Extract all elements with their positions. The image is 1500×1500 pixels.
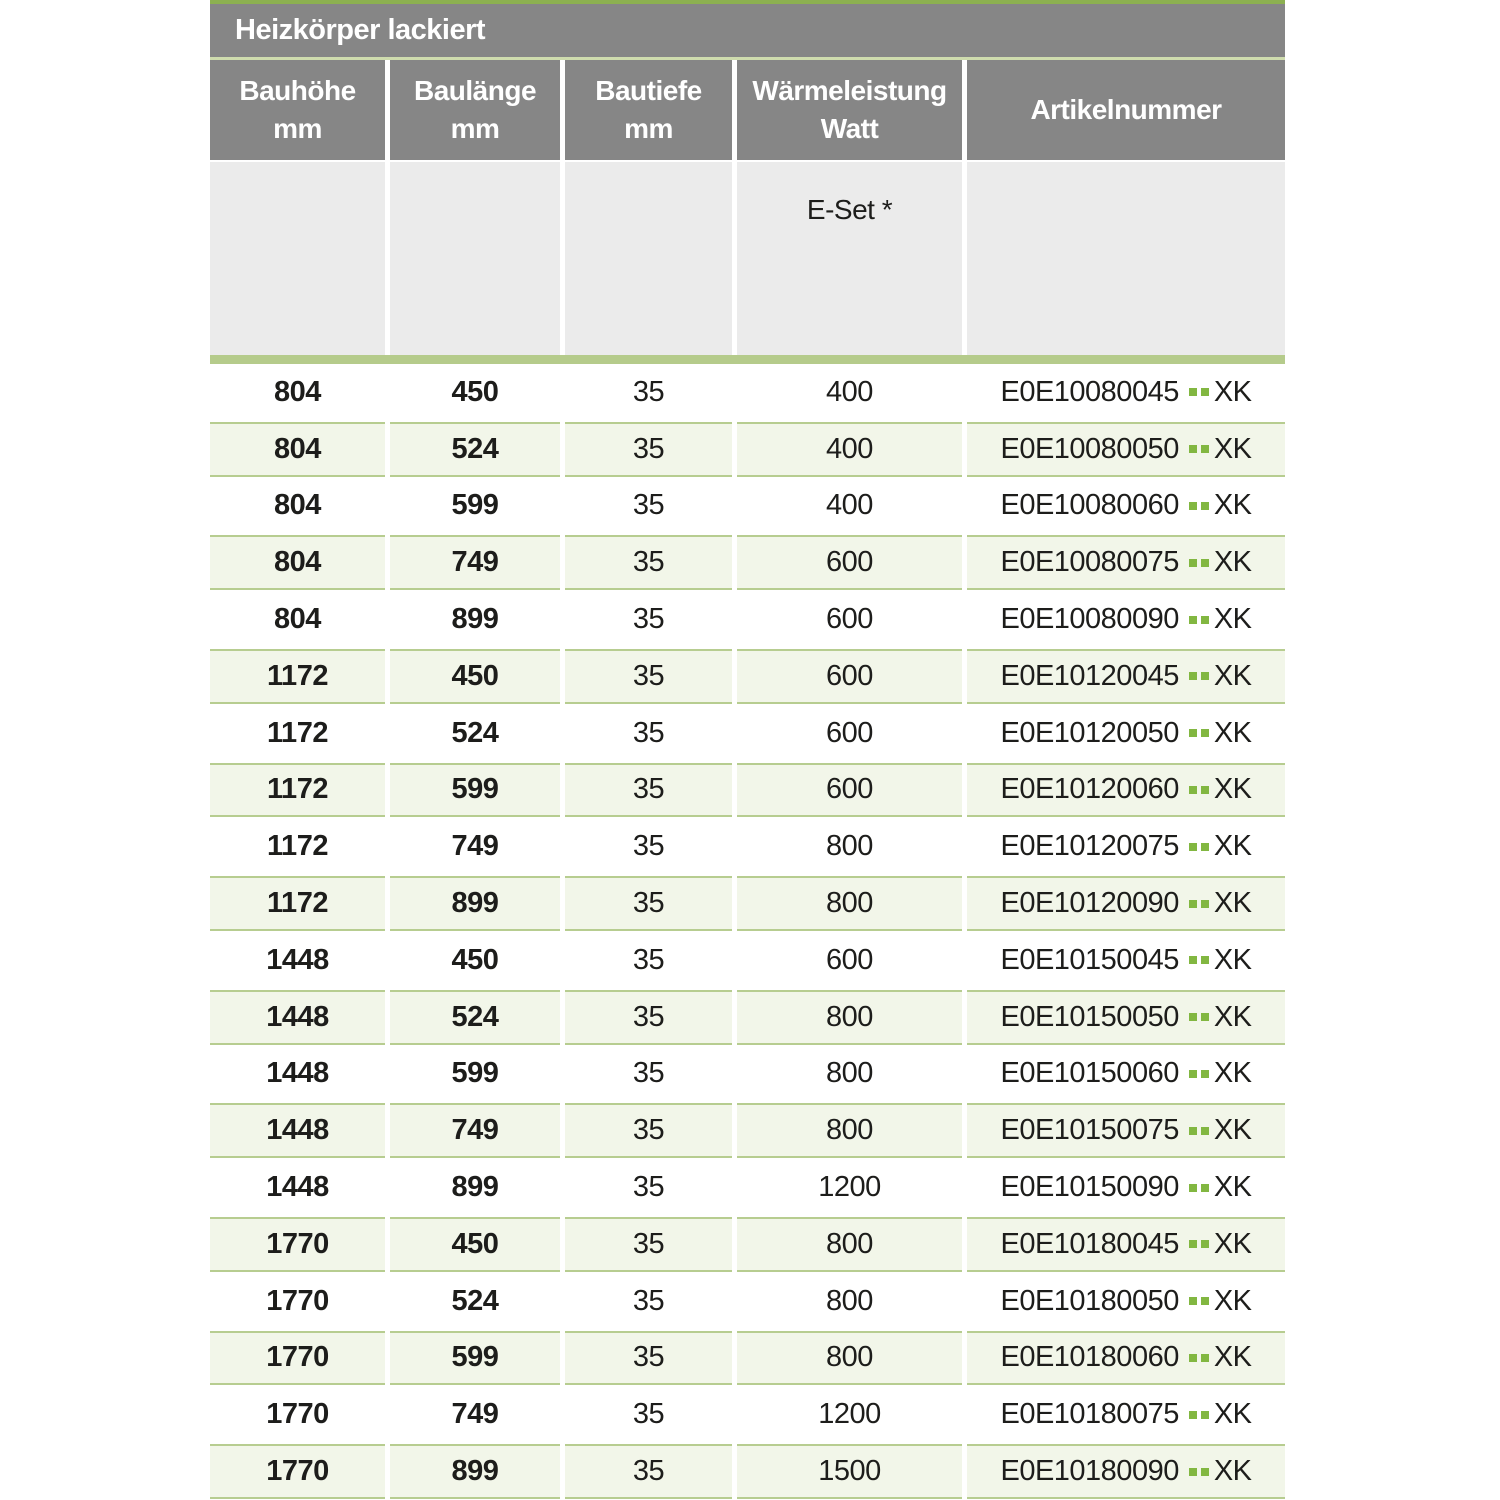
- cell-bauhoehe: 1448: [266, 1057, 329, 1090]
- artikel-suffix: XK: [1213, 375, 1252, 408]
- cell-waermeleistung: 400: [826, 489, 873, 522]
- column-header-bauhoehe: [210, 60, 385, 160]
- subheader-cell-baulaenge: [390, 162, 560, 355]
- cell-baulaenge: 524: [451, 716, 499, 749]
- cell-waermeleistung: 800: [737, 876, 962, 931]
- artikel-suffix: XK: [1213, 546, 1252, 579]
- placeholder-dot-icon: [1201, 843, 1209, 851]
- placeholder-dot-icon: [1189, 559, 1197, 567]
- artikel-prefix: E0E10120045: [1000, 659, 1179, 692]
- table-row: [210, 364, 1285, 421]
- cell-baulaenge: 599: [390, 763, 560, 818]
- artikel-suffix: XK: [1213, 432, 1252, 465]
- cell-baulaenge: 450: [451, 943, 499, 976]
- cell-baulaenge: 450: [451, 375, 499, 408]
- cell-artikelnummer: [967, 1331, 1285, 1386]
- cell-baulaenge: 599: [390, 1331, 560, 1386]
- cell-artikelnummer: [967, 932, 1285, 989]
- table-row: [210, 989, 1285, 1046]
- cell-artikelnummer: [967, 535, 1285, 590]
- cell-artikelnummer: [967, 705, 1285, 762]
- cell-bautiefe: 35: [565, 763, 732, 818]
- cell-bautiefe: 35: [632, 1284, 665, 1317]
- column-header-label: Wärmeleistung: [752, 75, 947, 107]
- artikel-suffix: XK: [1213, 1284, 1252, 1317]
- cell-bauhoehe: 1172: [210, 876, 385, 931]
- artikel-suffix: XK: [1213, 716, 1252, 749]
- column-header-unit: mm: [273, 113, 322, 144]
- placeholder-dot-icon: [1201, 729, 1209, 737]
- artikel-prefix: E0E10120075: [1000, 830, 1179, 863]
- placeholder-dot-icon: [1189, 1240, 1197, 1248]
- cell-baulaenge: 749: [451, 830, 499, 863]
- cell-bautiefe: 35: [565, 1331, 732, 1386]
- table-row: [210, 1102, 1285, 1159]
- column-header-label: Baulänge: [413, 75, 537, 107]
- placeholder-dot-icon: [1189, 900, 1197, 908]
- table-row: [210, 1330, 1285, 1387]
- artikel-suffix: XK: [1213, 1398, 1252, 1431]
- cell-baulaenge: 524: [451, 1284, 499, 1317]
- table-row: [210, 648, 1285, 705]
- cell-baulaenge: 749: [390, 535, 560, 590]
- cell-waermeleistung: 600: [826, 943, 873, 976]
- column-header-waermeleistung: [737, 60, 962, 160]
- cell-bauhoehe: 1770: [210, 1217, 385, 1272]
- table-row: [210, 534, 1285, 591]
- artikel-prefix: E0E10180050: [1000, 1284, 1179, 1317]
- cell-bautiefe: 35: [632, 943, 665, 976]
- cell-bauhoehe: 1448: [210, 1103, 385, 1158]
- placeholder-dot-icon: [1201, 616, 1209, 624]
- artikel-prefix: E0E10150090: [1000, 1171, 1179, 1204]
- placeholder-dot-icon: [1201, 1240, 1209, 1248]
- placeholder-dot-icon: [1189, 445, 1197, 453]
- cell-artikelnummer: [967, 1159, 1285, 1216]
- column-header-label: Bautiefe: [595, 75, 702, 107]
- placeholder-dot-icon: [1189, 1468, 1197, 1476]
- cell-baulaenge: 524: [390, 990, 560, 1045]
- placeholder-dot-icon: [1201, 1184, 1209, 1192]
- placeholder-dot-icon: [1189, 1354, 1197, 1362]
- placeholder-dot-icon: [1189, 1297, 1197, 1305]
- subheader-row: [210, 162, 1285, 355]
- cell-artikelnummer: [967, 1386, 1285, 1443]
- table-row: [210, 932, 1285, 989]
- cell-bautiefe: 35: [565, 649, 732, 704]
- cell-artikelnummer: [967, 649, 1285, 704]
- artikel-prefix: E0E10180060: [1000, 1341, 1179, 1374]
- cell-waermeleistung: 800: [826, 1284, 873, 1317]
- cell-bauhoehe: 804: [210, 535, 385, 590]
- artikel-prefix: E0E10150045: [1000, 943, 1179, 976]
- cell-baulaenge: 450: [390, 1217, 560, 1272]
- placeholder-dot-icon: [1201, 559, 1209, 567]
- cell-bauhoehe: 804: [274, 375, 321, 408]
- cell-bauhoehe: 804: [274, 489, 321, 522]
- table-row: [210, 421, 1285, 478]
- cell-waermeleistung: 1500: [737, 1444, 962, 1499]
- placeholder-dot-icon: [1189, 388, 1197, 396]
- cell-baulaenge: 749: [390, 1103, 560, 1158]
- artikel-prefix: E0E10080050: [1000, 432, 1179, 465]
- cell-bauhoehe: 1770: [266, 1284, 329, 1317]
- placeholder-dot-icon: [1201, 900, 1209, 908]
- cell-waermeleistung: 600: [737, 649, 962, 704]
- cell-artikelnummer: [967, 478, 1285, 535]
- table-row: [210, 478, 1285, 535]
- table-title: Heizkörper lackiert: [235, 14, 486, 46]
- eset-label: E-Set *: [806, 194, 893, 225]
- cell-artikelnummer: [967, 1103, 1285, 1158]
- artikel-suffix: XK: [1213, 1000, 1252, 1033]
- cell-bauhoehe: 804: [210, 422, 385, 477]
- placeholder-dot-icon: [1201, 445, 1209, 453]
- cell-bautiefe: 35: [632, 375, 665, 408]
- cell-baulaenge: 599: [451, 489, 499, 522]
- artikel-prefix: E0E10080075: [1000, 546, 1179, 579]
- table-row: [210, 591, 1285, 648]
- column-header-unit: mm: [450, 113, 500, 144]
- cell-bauhoehe: 1770: [210, 1331, 385, 1386]
- cell-bautiefe: 35: [565, 990, 732, 1045]
- artikel-prefix: E0E10180075: [1000, 1398, 1179, 1431]
- subheader-cell-artikelnummer: [967, 162, 1285, 355]
- artikel-suffix: XK: [1213, 1227, 1252, 1260]
- cell-baulaenge: 749: [451, 1398, 499, 1431]
- subheader-cell-eset: [737, 162, 962, 355]
- artikel-prefix: E0E10120060: [1000, 773, 1179, 806]
- column-header-label: Bauhöhe: [239, 75, 356, 107]
- placeholder-dot-icon: [1189, 616, 1197, 624]
- placeholder-dot-icon: [1189, 786, 1197, 794]
- cell-waermeleistung: 800: [826, 830, 873, 863]
- cell-bautiefe: 35: [632, 830, 665, 863]
- cell-bauhoehe: 1172: [267, 830, 328, 863]
- artikel-suffix: XK: [1213, 887, 1252, 920]
- artikel-prefix: E0E10180090: [1000, 1455, 1179, 1488]
- cell-waermeleistung: 600: [737, 535, 962, 590]
- cell-bauhoehe: 804: [274, 603, 321, 636]
- artikel-prefix: E0E10080090: [1000, 603, 1179, 636]
- placeholder-dot-icon: [1189, 1013, 1197, 1021]
- table-row: [210, 818, 1285, 875]
- placeholder-dot-icon: [1189, 956, 1197, 964]
- placeholder-dot-icon: [1201, 786, 1209, 794]
- subheader-cell-bautiefe: [565, 162, 732, 355]
- table-rows: [210, 364, 1285, 1500]
- cell-artikelnummer: [967, 364, 1285, 421]
- cell-artikelnummer: [967, 763, 1285, 818]
- cell-baulaenge: 599: [451, 1057, 499, 1090]
- artikel-prefix: E0E10180045: [1000, 1227, 1179, 1260]
- cell-artikelnummer: [967, 1217, 1285, 1272]
- artikel-suffix: XK: [1213, 1114, 1252, 1147]
- artikel-suffix: XK: [1213, 943, 1252, 976]
- cell-artikelnummer: [967, 1046, 1285, 1103]
- column-header-artikelnummer: [967, 60, 1285, 160]
- artikel-prefix: E0E10080045: [1000, 375, 1179, 408]
- artikel-suffix: XK: [1213, 1057, 1252, 1090]
- cell-bauhoehe: 1172: [210, 763, 385, 818]
- artikel-prefix: E0E10120050: [1000, 716, 1179, 749]
- cell-artikelnummer: [967, 876, 1285, 931]
- cell-waermeleistung: 600: [737, 763, 962, 818]
- placeholder-dot-icon: [1201, 1070, 1209, 1078]
- cell-waermeleistung: 800: [826, 1057, 873, 1090]
- cell-waermeleistung: 800: [737, 1331, 962, 1386]
- cell-bautiefe: 35: [565, 1217, 732, 1272]
- column-header-baulaenge: [390, 60, 560, 160]
- cell-bauhoehe: 1448: [210, 990, 385, 1045]
- placeholder-dot-icon: [1201, 1297, 1209, 1305]
- placeholder-dot-icon: [1189, 502, 1197, 510]
- table-row: [210, 1443, 1285, 1500]
- cell-baulaenge: 524: [390, 422, 560, 477]
- artikel-suffix: XK: [1213, 1171, 1252, 1204]
- cell-bautiefe: 35: [565, 1444, 732, 1499]
- placeholder-dot-icon: [1201, 1411, 1209, 1419]
- cell-bautiefe: 35: [632, 603, 665, 636]
- table-row: [210, 1046, 1285, 1103]
- placeholder-dot-icon: [1201, 956, 1209, 964]
- cell-bautiefe: 35: [565, 535, 732, 590]
- placeholder-dot-icon: [1201, 1354, 1209, 1362]
- artikel-prefix: E0E10150075: [1000, 1114, 1179, 1147]
- subheader-cell-bauhoehe: [210, 162, 385, 355]
- cell-artikelnummer: [967, 422, 1285, 477]
- artikel-suffix: XK: [1213, 603, 1252, 636]
- column-header-unit: Watt: [820, 113, 879, 144]
- cell-baulaenge: 450: [390, 649, 560, 704]
- table-row: [210, 875, 1285, 932]
- cell-waermeleistung: 800: [737, 1217, 962, 1272]
- cell-waermeleistung: 800: [737, 1103, 962, 1158]
- cell-bauhoehe: 1770: [210, 1444, 385, 1499]
- cell-artikelnummer: [967, 990, 1285, 1045]
- artikel-suffix: XK: [1213, 489, 1252, 522]
- placeholder-dot-icon: [1201, 672, 1209, 680]
- cell-baulaenge: 899: [390, 876, 560, 931]
- cell-waermeleistung: 1200: [818, 1398, 881, 1431]
- placeholder-dot-icon: [1189, 729, 1197, 737]
- placeholder-dot-icon: [1201, 388, 1209, 396]
- artikel-suffix: XK: [1213, 1455, 1252, 1488]
- table-row: [210, 1386, 1285, 1443]
- table-title-bar: [210, 4, 1285, 57]
- artikel-prefix: E0E10120090: [1000, 887, 1179, 920]
- placeholder-dot-icon: [1201, 1468, 1209, 1476]
- cell-bauhoehe: 1172: [210, 649, 385, 704]
- cell-baulaenge: 899: [451, 1171, 499, 1204]
- cell-bautiefe: 35: [632, 489, 665, 522]
- cell-bautiefe: 35: [632, 1398, 665, 1431]
- table-row: [210, 1216, 1285, 1273]
- product-table: [210, 0, 1285, 1500]
- placeholder-dot-icon: [1189, 1127, 1197, 1135]
- artikel-suffix: XK: [1213, 1341, 1252, 1374]
- artikel-prefix: E0E10150050: [1000, 1000, 1179, 1033]
- cell-bautiefe: 35: [632, 716, 665, 749]
- table-row: [210, 705, 1285, 762]
- column-header-label: Artikelnummer: [1030, 94, 1222, 126]
- cell-bautiefe: 35: [565, 422, 732, 477]
- cell-bauhoehe: 1770: [266, 1398, 329, 1431]
- header-separator-bar: [210, 355, 1285, 364]
- cell-baulaenge: 899: [390, 1444, 560, 1499]
- cell-artikelnummer: [967, 1273, 1285, 1330]
- artikel-prefix: E0E10150060: [1000, 1057, 1179, 1090]
- cell-waermeleistung: 600: [826, 716, 873, 749]
- column-header-row: [210, 60, 1285, 160]
- cell-waermeleistung: 1200: [818, 1171, 881, 1204]
- table-row: [210, 1159, 1285, 1216]
- cell-artikelnummer: [967, 591, 1285, 648]
- cell-bautiefe: 35: [565, 1103, 732, 1158]
- artikel-prefix: E0E10080060: [1000, 489, 1179, 522]
- cell-bautiefe: 35: [632, 1171, 665, 1204]
- placeholder-dot-icon: [1201, 502, 1209, 510]
- cell-bauhoehe: 1448: [266, 943, 329, 976]
- cell-waermeleistung: 600: [826, 603, 873, 636]
- artikel-suffix: XK: [1213, 830, 1252, 863]
- column-header-unit: mm: [624, 113, 673, 144]
- cell-bauhoehe: 1448: [266, 1171, 329, 1204]
- placeholder-dot-icon: [1189, 843, 1197, 851]
- placeholder-dot-icon: [1201, 1013, 1209, 1021]
- placeholder-dot-icon: [1189, 1184, 1197, 1192]
- cell-baulaenge: 899: [451, 603, 499, 636]
- cell-waermeleistung: 800: [737, 990, 962, 1045]
- cell-bauhoehe: 1172: [267, 716, 328, 749]
- placeholder-dot-icon: [1201, 1127, 1209, 1135]
- cell-waermeleistung: 400: [826, 375, 873, 408]
- artikel-suffix: XK: [1213, 659, 1252, 692]
- column-header-bautiefe: [565, 60, 732, 160]
- cell-waermeleistung: 400: [737, 422, 962, 477]
- placeholder-dot-icon: [1189, 1411, 1197, 1419]
- cell-bautiefe: 35: [565, 876, 732, 931]
- cell-artikelnummer: [967, 818, 1285, 875]
- table-row: [210, 762, 1285, 819]
- placeholder-dot-icon: [1189, 1070, 1197, 1078]
- cell-artikelnummer: [967, 1444, 1285, 1499]
- cell-bautiefe: 35: [632, 1057, 665, 1090]
- table-row: [210, 1273, 1285, 1330]
- placeholder-dot-icon: [1189, 672, 1197, 680]
- artikel-suffix: XK: [1213, 773, 1252, 806]
